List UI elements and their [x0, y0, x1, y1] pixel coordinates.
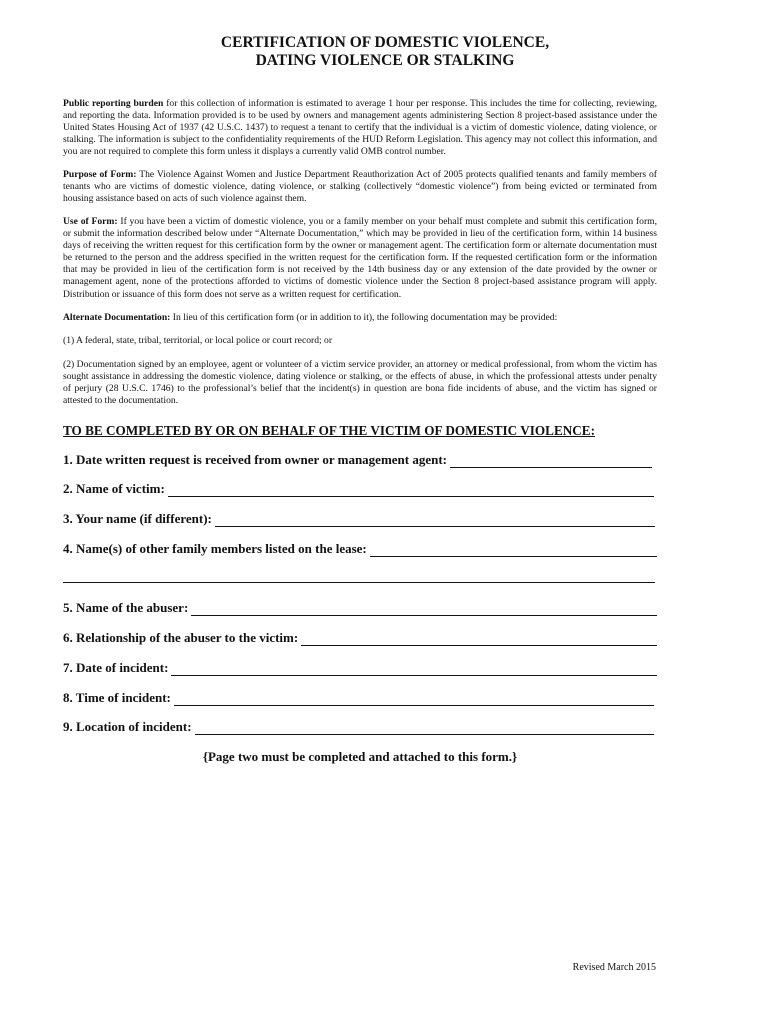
question-5-field[interactable] [191, 603, 657, 616]
alternate-documentation-label: Alternate Documentation: [63, 312, 171, 323]
purpose-paragraph [63, 169, 657, 205]
form-title-line-2: DATING VIOLENCE OR STALKING [255, 52, 515, 69]
question-9-row [63, 719, 657, 735]
burden-text: for this collection of information is estimated to average 1 hour per response. This includes the time for collecting, reviewing, and reporting the data. Information provided is to be used by owners and management agents administering Section 8 project-based assistance under the United States Housing Act of 1937 (42 U.S.C. 1437) to request a tenant to certify that the individual is a victim of domestic violence, dating violence, or stalking. The information is subject to the confidentiality requirements of the HUD Reform Legislation. This agency may not collect this information, and you are not required to complete this form unless it displays a currently valid OMB control number. [63, 98, 657, 158]
question-2-label: 2. Name of victim: [63, 481, 165, 496]
purpose-text: The Violence Against Women and Justice Department Reauthorization Act of 2005 protects qualified tenants and family members of tenants who are victims of domestic violence, dating violence, or stalking (collectively “domestic violence”) from being evicted or terminated from housing assistance based on acts of such violence against them. [63, 169, 658, 205]
question-2-row [63, 481, 657, 497]
question-5-label: 5. Name of the abuser: [63, 600, 189, 615]
use-text: If you have been a victim of domestic violence, you or a family member on your behalf must complete and submit this certification form, or submit the information described below under “Alternate Documentation,” which may be provided in lieu of the certification form, within 14 business days of receiving the written request for this certification form by the owner or management agent. The certification form or alternate documentation must be returned to the person and the address specified in the written request for the certification form. If the requested certification form or the information that may be provided in lieu of the certification form is not received by the 14th business day or any extension of the date provided by the owner or management agent, none of the protections afforded to victims of domestic violence under the Section 8 project-based assistance program will apply. Distribution or issuance of this form does not serve as a written request for certification. [63, 216, 658, 300]
question-1-field[interactable] [450, 455, 652, 468]
question-4-field[interactable] [370, 544, 657, 557]
question-8-field[interactable] [174, 693, 654, 706]
page-two-note: {Page two must be completed and attached to this form.} [202, 749, 518, 764]
question-1-row [63, 452, 657, 468]
question-3-row [63, 511, 657, 527]
purpose-label: Purpose of Form: [63, 169, 137, 180]
question-6-label: 6. Relationship of the abuser to the victim: [63, 630, 299, 645]
use-paragraph [63, 216, 657, 301]
question-4-continuation-line[interactable] [63, 582, 655, 583]
question-2-field[interactable] [168, 484, 654, 497]
question-8-label: 8. Time of incident: [63, 690, 171, 705]
burden-paragraph [63, 98, 657, 158]
question-6-field[interactable] [301, 633, 657, 646]
revision-date: Revised March 2015 [572, 962, 656, 973]
alternate-documentation-item-1: (1) A federal, state, tribal, territorial, or local police or court record; or [63, 335, 333, 346]
burden-label: Public reporting burden [63, 98, 164, 109]
question-6-row [63, 630, 657, 646]
question-9-field[interactable] [195, 722, 654, 735]
use-label: Use of Form: [63, 216, 118, 227]
question-4-row [63, 541, 657, 557]
alternate-documentation-paragraph [63, 312, 657, 324]
alternate-documentation-text: In lieu of this certification form (or in addition to it), the following documentation may be provided: [170, 312, 558, 323]
question-8-row [63, 690, 657, 706]
question-7-field[interactable] [171, 663, 657, 676]
question-5-row [63, 600, 657, 616]
question-3-field[interactable] [215, 514, 655, 527]
question-1-label: 1. Date written request is received from owner or management agent: [63, 452, 448, 467]
question-9-label: 9. Location of incident: [63, 719, 192, 734]
section-heading: TO BE COMPLETED BY OR ON BEHALF OF THE VICTIM OF DOMESTIC VIOLENCE: [63, 423, 595, 438]
question-7-row [63, 660, 657, 676]
form-title-line-1: CERTIFICATION OF DOMESTIC VIOLENCE, [220, 34, 550, 51]
alternate-documentation-item-2: (2) Documentation signed by an employee, agent or volunteer of a victim service provider, an attorney or medical professional, from whom the victim has sought assistance in addressing the domestic violence, dating violence or stalking, or the effects of abuse, in which the professional attests under penalty of perjury (28 U.S.C. 1746) to the professional’s belief that the incident(s) in question are bona fide incidents of abuse, and the victim has signed or attested to the documentation. [63, 359, 657, 407]
question-7-label: 7. Date of incident: [63, 660, 169, 675]
question-3-label: 3. Your name (if different): [63, 511, 212, 526]
question-4-label: 4. Name(s) of other family members listed on the lease: [63, 541, 367, 556]
